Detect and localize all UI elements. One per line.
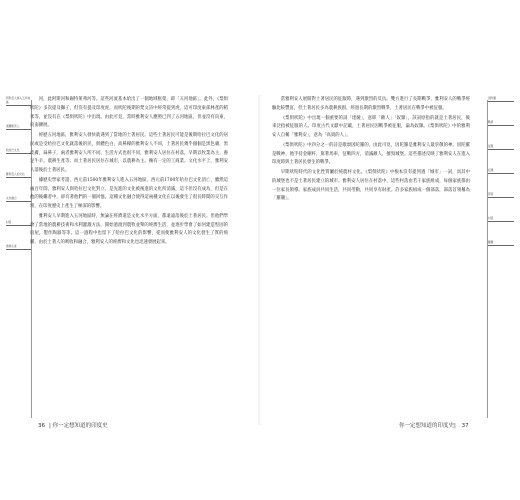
right-paragraph: 《梨俱吠陀》中四分之一的詩是歌頌因陀羅的，由此可見，因陀羅是雅利安人最崇敬的神。因陀羅是戰神，他手持金剛杵，駕著馬車，征戰四方，消滅敵人，摧毀城堡。這些描述反映了雅利安人在進入印度時與土著居民發生的戰爭。 [272, 142, 470, 166]
right-paragraph: 當雅利安人展開對土著居民的征服時，遇到激烈的反抗。雙方進行了長期戰爭，雅利安人的戰爭經驗比較豐富，但土著居民多為農耕族群，經過長期的激烈戰爭，土著居民在戰爭中被征服。 [272, 97, 470, 111]
right-paragraph: 早期吠陀時代的文化性質屬於純農村文化。《梨俱吠陀》中根本沒有提到過「城市」一詞，而其中的城堡也不是土著居民建立的城市。雅利安人居住在村落中，這些村落由若干家族組成，每個家族都由一位家長領導。家族成員共同生活，共同勞動，共同享有財產。許多家族組成一個部落，部落首領稱為「羅闍」。 [272, 170, 470, 202]
left-sidenote: 達羅毗荼人 [6, 124, 32, 130]
right-sidenote: 奴隸 [488, 168, 514, 174]
left-page-footer: 36 | 你一定想知道的印度史 [38, 423, 108, 429]
left-paragraph: 經歷五河地區，雅利安人發快就遇到了當地的土著居民。這些土著居民可能是後期哈拉巴文化的居民或是受哈拉巴文化就落後的民，與體色白，高鼻樑的雅利安人不同，土著居民幾乎個個是黑色膚，黑皮膚，扁鼻子，兩者雅利安人所不同。生活方式也很不同，雅利安人居住在村落，早期以牧業為主，養足牛羊。農耕生產等；而土著居民居住在城市，以農耕為主。擁有一定的工商業。文化水平上，雅利安人落後於土著居民。 [30, 133, 228, 173]
right-sidenote: 征服 [488, 144, 514, 150]
right-page-footer: 你一定想知道的印度史| 37 [399, 423, 469, 429]
left-sidenote: 村落 [6, 220, 32, 226]
right-sidenote: 羅闍 [488, 240, 514, 246]
left-page-number: 36 [38, 423, 45, 429]
left-sidenote: 阿利安人進入五河地區 [6, 96, 31, 104]
right-paragraph: 《梨俱吠陀》中出現一個重要的詞「達薩」，意即「敵人」「奴隸」，該詞原指的就是土著居民，後來泛指被征服的人。印度古代文獻中記載，土著居民因戰爭被征服，淪為奴隸。《梨俱吠陀》中的雅利安人自稱「雅利安」，意為「高貴的人」。 [272, 115, 470, 138]
left-sidenote: 雅利安人的文化 [6, 172, 32, 178]
left-sidenote: 哈拉巴文化 [6, 148, 32, 154]
right-sidenote: 部落 [488, 192, 514, 198]
left-page-body [30, 96, 228, 249]
right-sidenote: 因陀羅 [488, 96, 514, 102]
left-paragraph: 河，此阿斯河和錫特萊弗河等。這些河流基本給出了一個地域框架，即「五河地區」。此外，《梨俱吠陀》多次提及獅子，但沒有提及印度虎，而吠陀後期的梵文詩中經常提到虎，這可印度東部林產的稻米等，並沒有在《梨俱吠陀》中出現。由此可見，當時雅利安人應照已到了五河地區，但並沒有向東，向南擴展。 [30, 97, 228, 129]
left-sidenote: 文化融合 [6, 196, 32, 202]
right-margin-notes [488, 96, 514, 264]
left-margin-notes [6, 96, 32, 268]
left-running-title: 你一定想知道的印度史 [52, 423, 108, 429]
left-sidenote: 農業生產 [6, 244, 32, 250]
right-page-body [272, 96, 470, 205]
right-sidenote: 戰爭 [488, 120, 514, 126]
left-paragraph: 雅利安人早期進入五河地區時，無論在經濟還是文化水平方面，都遠遠落後於土著居民。但他們學會了當地的農耕技術和水利灌溉方法，開始過渡到農牧並舉的經濟生活，並逐步學會了如何建造堅固的房屋，製作陶器等等。這一過程中也留下了哈拉巴文化的影響，從而使雅利安人的文化發生了質的飛躍，由於土著人的吸收和融合，雅利安人的經濟和文化也迅速發展起來。 [30, 213, 228, 245]
right-page-number: 37 [461, 423, 469, 429]
right-sidenote: 村落 [488, 216, 514, 222]
left-paragraph: 據歷史學家考證，西元前1500年雅利安人進入五河地區，西元前1700年哈拉巴文化消亡，雖然這兩百年間，雅利安人與哈拉巴文化對立，是先進的文化被後進的文化所消滅，這不但沒有成為，但是在他的後繼者中，卻有著他們的一個回憶。這種文化融合使得這兩種文化在以後發生了很長時間的交互作用，在印度歷史上產生了極深的影響。 [30, 177, 228, 209]
book-gutter-shadow [258, 95, 262, 425]
right-running-title: 你一定想知道的印度史 [399, 423, 455, 429]
